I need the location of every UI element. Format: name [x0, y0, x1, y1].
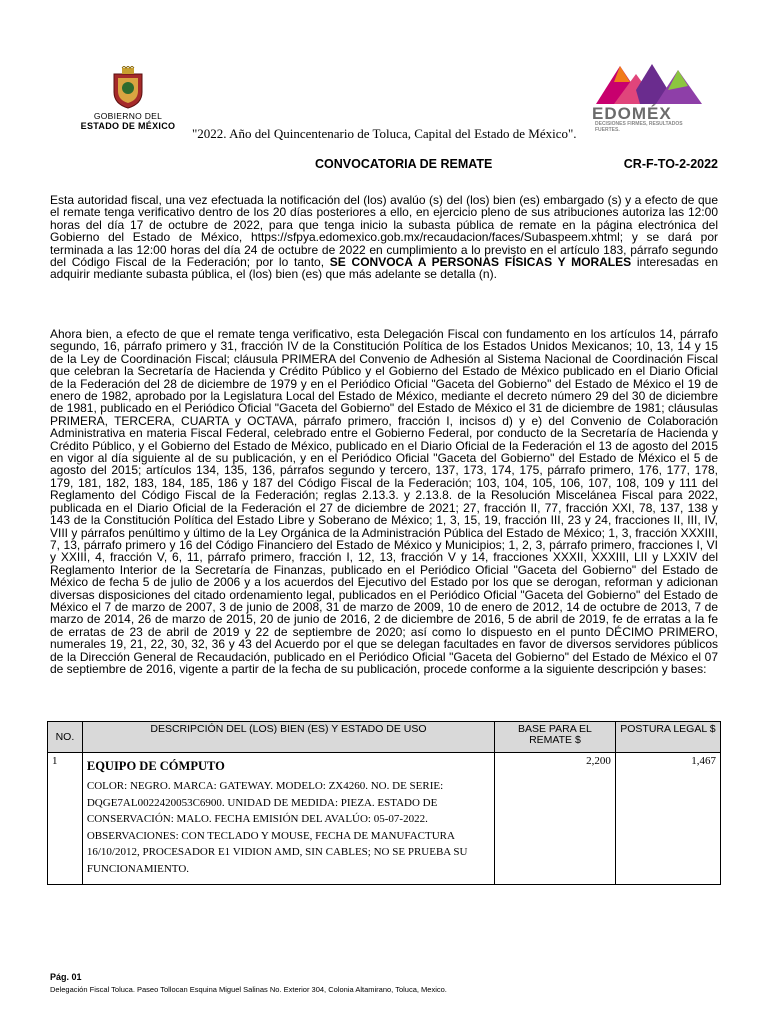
paragraph-convocatoria — [50, 194, 718, 281]
cell-description — [82, 753, 494, 885]
document-title: CONVOCATORIA DE REMATE — [315, 157, 493, 171]
item-title: EQUIPO DE CÓMPUTO — [86, 759, 225, 773]
table-row — [48, 753, 721, 885]
header-no: NO. — [48, 722, 83, 753]
cell-no: 1 — [48, 753, 83, 885]
paragraph1-text-start: Esta autoridad fiscal, una vez efectuada la notificación del (los) avalúo (s) del (los) bien (es) embargado (s) y a efecto de que el remate tenga verificativo dentro de los 20 días posteriores a ello, en ejercicio pleno de sus atribuciones autoriza las 12:00 horas del día 17 de octubre de 2022, para que tenga inicio la subasta pública de remate en la página electrónica del Gobierno del Estado de México, https://sfpya.edomexico.gob.mx/recaudacion/faces/Subaspeem.xhtml; y se dará por terminada a las 12:00 horas del día 24 de octubre de 2022 en cumplimiento a lo previsto en el artículo 183, párrafo segundo del Código Fiscal de la Federación; por lo tanto, — [50, 193, 718, 270]
edomex-brand: EDOMÉX — [592, 104, 672, 123]
header-postura: POSTURA LEGAL $ — [615, 722, 720, 753]
coat-of-arms-icon — [108, 66, 148, 110]
year-motto: "2022. Año del Quincentenario de Toluca, Capital del Estado de México". — [192, 126, 577, 141]
paragraph1-bold: SE CONVOCA A PERSONAS FÍSICAS Y MORALES — [329, 255, 632, 270]
footer-address: Delegación Fiscal Toluca. Paseo Tollocan Esquina Miguel Salinas No. Exterior 304, Colonia Altamirano, Toluca, Mexico. — [50, 985, 447, 994]
bienes-table — [47, 721, 721, 885]
table-header-row — [48, 722, 721, 753]
gov-logo-line2: ESTADO DE MÉXICO — [80, 121, 176, 131]
gov-logo-line1: GOBIERNO DEL — [93, 111, 163, 121]
document-code: CR-F-TO-2-2022 — [623, 157, 718, 171]
edomex-mountains-icon — [590, 60, 706, 106]
paragraph-fundamento-legal: Ahora bien, a efecto de que el remate tenga verificativo, esta Delegación Fiscal con fundamento en los artículos 14, párrafo segundo, 16, párrafo primero y 31, fracción IV de la Constitución Política de los Estados Unidos Mexicanos; 10, 13, 14 y 15 de la Ley de Coordinación Fiscal; cláusula PRIMERA del Convenio de Adhesión al Sistema Nacional de Coordinación Fiscal que celebran la Secretaría de Hacienda y Crédito Público y el Gobierno del Estado de México publicado en el Diario Oficial de la Federación del 28 de diciembre de 1979 y en el Periódico Oficial "Gaceta del Gobierno" del Estado de México el 19 de enero de 1982, aprobado por la Legislatura Local del Estado de México, mediante el decreto número 29 del 30 de diciembre de 1981, publicado en el Periódico Oficial "Gaceta del Gobierno" del Estado de México el 31 de diciembre de 1981; cláusulas PRIMERA, TERCERA, CUARTA y OCTAVA, párrafo primero, fracción I, incisos d) y e) del Convenio de Colaboración Administrativa en materia Fiscal Federal, celebrado entre el Gobierno Federal, por conducto de la Secretaría de Hacienda y Crédito Público, y el Gobierno del Estado de México, publicado en el Diario Oficial de la Federación el 13 de agosto del 2015 en vigor al día siguiente al de su publicación, y en el Periódico Oficial "Gaceta del Gobierno" del Estado de México el 5 de agosto del 2015; artículos 134, 135, 136, párrafos segundo y tercero, 137, 173, 174, 175, párrafo primero, 176, 177, 178, 179, 181, 182, 183, 184, 185, 186 y 187 del Código Fiscal de la Federación; 103, 104, 105, 106, 107, 108, 109 y 111 del Reglamento del Código Fiscal de la Federación; reglas 2.13.3. y 2.13.8. de la Resolución Miscelánea Fiscal para 2022, publicada en el Diario Oficial de la Federación el 27 de diciembre de 2021; 27, fracción II, 77, fracción XXI, 78, 137, 138 y 143 de la Constitución Política del Estado Libre y Soberano de México; 1, 3, 15, 19, fracción III, 23 y 24, fracciones II, III, IV, VIII y párrafos penúltimo y último de la Ley Orgánica de la Administración Pública del Estado de México; 1, 3, fracción XXXIII, 7, 13, párrafo primero y 16 del Código Financiero del Estado de México y Municipios; 1, 2, 3, párrafo primero, fracciones I, VI y XXIII, 4, fracción V, 6, 11, párrafo primero, fracción I, 12, 13, fracción V y 14, fracciones XXXII, XXXIII, LII y LXXIV del Reglamento Interior de la Secretaría de Finanzas, publicado en el Periódico Oficial "Gaceta del Gobierno" del Estado de México de fecha 5 de julio de 2006 y a los acuerdos del Ejecutivo del Estado por los que se derogan, reforman y adicionan diversas disposiciones del citado ordenamiento legal, publicados en el Periódico Oficial "Gaceta del Gobierno" del Estado de México el 7 de marzo de 2007, 3 de junio de 2008, 31 de marzo de 2009, 10 de enero de 2012, 14 de octubre de 2013, 7 de marzo de 2014, 26 de marzo de 2015, 20 de junio de 2016, 2 de diciembre de 2016, 5 de abril de 2019, fe de erratas a la fe de erratas de 23 de abril de 2019 y 22 de septiembre de 2020; así como lo dispuesto en el punto DÉCIMO PRIMERO, numerales 19, 21, 22, 30, 32, 36 y 43 del Acuerdo por el que se delegan facultades en favor de diversos servidores públicos de la Dirección General de Recaudación, publicado en el Periódico Oficial "Gaceta del Gobierno" del Estado de México el 07 de septiembre de 2016, vigente a partir de la fecha de su publicación, procede conforme a la siguiente descripción y bases: — [50, 327, 718, 676]
page-number: Pág. 01 — [50, 972, 82, 982]
cell-postura: 1,467 — [615, 753, 720, 885]
paragraph1-text-end: interesadas en adquirir mediante subasta pública, el (los) bien (es) que más adelante se detalla (n). — [50, 255, 719, 282]
gobierno-estado-mexico-logo — [78, 66, 178, 134]
edomex-logo — [590, 60, 710, 133]
header-description: DESCRIPCIÓN DEL (LOS) BIEN (ES) Y ESTADO DE USO — [82, 722, 494, 753]
edomex-tagline: DECISIONES FIRMES, RESULTADOS FUERTES. — [595, 121, 683, 133]
cell-base: 2,200 — [495, 753, 616, 885]
header-base: BASE PARA EL REMATE $ — [495, 722, 616, 753]
item-detail: COLOR: NEGRO. MARCA: GATEWAY. MODELO: ZX4260. NO. DE SERIE: DQGE7AL0022420053C6900. UNIDAD DE MEDIDA: PIEZA. ESTADO DE CONSERVACIÓN: MALO. FECHA EMISIÓN DEL AVALÚO: 05-07-2022. OBSERVACIONES: CON TECLADO Y MOUSE, FECHA DE MANUFACTURA 16/10/2012, PROCESADOR E1 VIDION AMD, SIN CABLES; NO SE PRUEBA SU FUNCIONAMIENTO. — [86, 780, 468, 875]
